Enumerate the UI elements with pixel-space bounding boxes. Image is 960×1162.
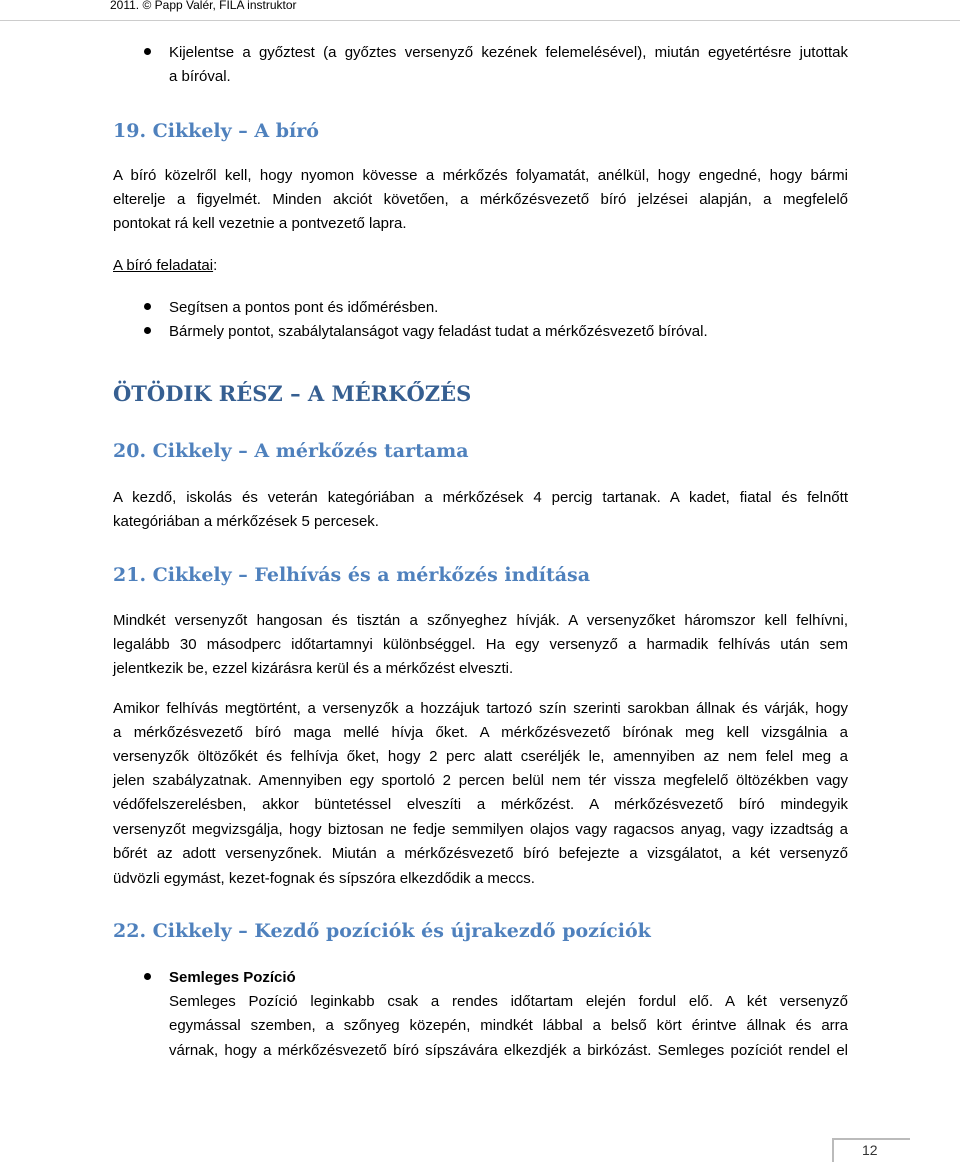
article-21-para1-line-2: legalább 30 másodperc időtartamnyi különbséggel. Ha egy versenyző a harmadik felhívás után sem (113, 636, 848, 653)
neutral-position-line-2: egymással szemben, a szőnyeg közepén, mindkét lábbal a belső kört érintve állnak és arra (169, 1017, 848, 1034)
duties-colon: : (213, 257, 218, 274)
neutral-position-line-1: Semleges Pozíció leginkabb csak a rendes időtartam elején fordul elő. A két versenyző (169, 993, 848, 1010)
article-20-heading: 20. Cikkely – A mérkőzés tartama (113, 440, 469, 462)
article-21-heading: 21. Cikkely – Felhívás és a mérkőzés indítása (113, 564, 591, 586)
article-21-para2-line-2: a mérkőzésvezető bíró maga mellé hívja őket. A mérkőzésvezető bírónak meg kell vizsgálnia a (113, 724, 848, 741)
top-bullet-line-1: Kijelentse a győztest (a győztes versenyző kezének felemelésével), miután egyetértésre jutottak (169, 44, 848, 61)
neutral-position-title: Semleges Pozíció (169, 969, 296, 986)
article-21-para2-line-5: védőfelszerelésben, akkor büntetéssel elveszíti a mérkőzést. A mérkőzésvezető bíró mindegyik (113, 796, 848, 813)
bullet-icon (144, 327, 151, 334)
article-21-para1-line-3: jelentkezik be, ezzel kizárásra kerül és a mérkőzést elveszti. (113, 660, 514, 677)
article-21-para2-line-8: üdvözli egymást, kezet-fognak és sípszóra elkezdődik a meccs. (113, 870, 535, 887)
bullet-icon (144, 973, 151, 980)
duties-label: A bíró feladatai (113, 257, 214, 274)
article-19-heading: 19. Cikkely – A bíró (113, 120, 319, 142)
article-19-para-line-3: pontokat rá kell vezetnie a pontvezető lapra. (113, 215, 407, 232)
neutral-position-line-3: várnak, hogy a mérkőzésvezető bíró sípszávára elkezdjék a birkózást. Semleges pozíciót rendel el (169, 1042, 848, 1059)
top-bullet-line-2: a bíróval. (169, 68, 231, 85)
duties-heading (113, 254, 217, 278)
header-divider (0, 20, 960, 21)
article-21-para2-line-1: Amikor felhívás megtörtént, a versenyzők a hozzájuk tartozó szín szerinti sarokban állnak és várják, hogy (113, 700, 848, 717)
article-20-para-line-2: kategóriában a mérkőzések 5 percesek. (113, 513, 379, 530)
duty-item-2: Bármely pontot, szabálytalanságot vagy feladást tudat a mérkőzésvezető bíróval. (169, 323, 708, 340)
article-21-para2-line-4: jelen szabályzatnak. Amennyiben egy sportoló 2 percen belül nem tér vissza megfelelő öltözékben vagy (113, 772, 848, 789)
article-22-heading: 22. Cikkely – Kezdő pozíciók és újrakezdő pozíciók (113, 920, 651, 942)
article-20-para-line-1: A kezdő, iskolás és veterán kategóriában a mérkőzések 4 percig tartanak. A kadet, fiatal és felnőtt (113, 489, 848, 506)
article-19-para-line-1: A bíró közelről kell, hogy nyomon kövesse a mérkőzés folyamatát, anélkül, hogy engedné, hogy bármi (113, 167, 848, 184)
page-number: 12 (862, 1142, 878, 1158)
page-header: 2011. © Papp Valér, FILA instruktor (110, 0, 297, 12)
article-21-para2-line-7: bőrét az adott versenyzőnek. Miután a mérkőzésvezető bíró befejezte a vizsgálatot, a két versenyző (113, 845, 848, 862)
article-21-para1-line-1: Mindkét versenyzőt hangosan és tisztán a szőnyeghez hívják. A versenyzőket háromszor kell felhívni, (113, 612, 848, 629)
article-19-para-line-2: elterelje a figyelmét. Minden akciót követően, a mérkőzésvezető bíró jelzései alapján, a megfelelő (113, 191, 848, 208)
part-5-heading: ÖTÖDIK RÉSZ – A MÉRKŐZÉS (113, 381, 472, 406)
duty-item-1: Segítsen a pontos pont és időmérésben. (169, 299, 439, 316)
article-21-para2-line-6: versenyzőt megvizsgálja, hogy biztosan ne fedje semmilyen olajos vagy ragacsos anyag, vagy izzadtság a (113, 821, 848, 838)
bullet-icon (144, 303, 151, 310)
article-21-para2-line-3: versenyzők öltözőkét és felhívja őket, hogy 2 perc alatt cseréljék le, amennyiben az nem felel meg a (113, 748, 848, 765)
bullet-icon (144, 48, 151, 55)
